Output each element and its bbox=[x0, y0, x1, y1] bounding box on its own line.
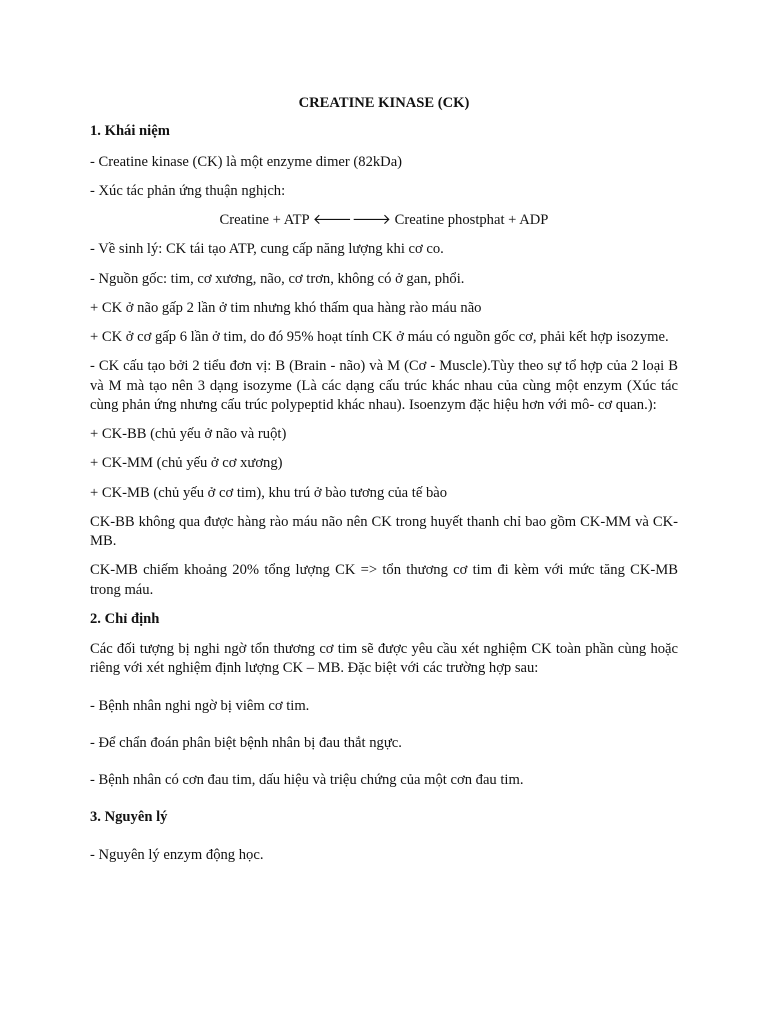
section-1-paragraph: - CK cấu tạo bởi 2 tiểu đơn vị: B (Brain - não) và M (Cơ - Muscle).Tùy theo sự tổ hợp của 2 loại B và M mà tạo nên 3 dạng isozyme (Là các dạng cấu trúc khác nhau của cùng một enzym (Xúc tác cùng phản ứng nhưng cấu trúc polypeptid khác nhau). Isoenzym đặc hiệu hơn với mô- cơ quan.): bbox=[90, 358, 678, 413]
section-3-paragraph: - Nguyên lý enzym động học. bbox=[90, 846, 264, 863]
section-3-heading: 3. Nguyên lý bbox=[90, 809, 168, 826]
section-1-heading: 1. Khái niệm bbox=[90, 123, 170, 140]
section-1-paragraph: CK-MB chiếm khoảng 20% tổng lượng CK => tổn thương cơ tim đi kèm với mức tăng CK-MB trong máu. bbox=[90, 562, 678, 598]
section-1-paragraph: - Về sinh lý: CK tái tạo ATP, cung cấp năng lượng khi cơ co. bbox=[90, 241, 444, 258]
section-1-paragraph: - Xúc tác phản ứng thuận nghịch: bbox=[90, 182, 286, 199]
reaction-equation: Creatine + ATP 🡐🡒 Creatine phostphat + ADP bbox=[219, 212, 549, 228]
section-2-heading: 2. Chỉ định bbox=[90, 610, 160, 627]
document-title: CREATINE KINASE (CK) bbox=[298, 95, 470, 111]
indication-item: - Để chẩn đoán phân biệt bệnh nhân bị đau thắt ngực. bbox=[90, 734, 402, 751]
section-1-paragraph: CK-BB không qua được hàng rào máu não nên CK trong huyết thanh chỉ bao gồm CK-MM và CK-MB. bbox=[90, 513, 678, 549]
indication-item: - Bệnh nhân nghi ngờ bị viêm cơ tim. bbox=[90, 697, 310, 714]
indication-item: - Bệnh nhân có cơn đau tim, dấu hiệu và triệu chứng của một cơn đau tim. bbox=[90, 772, 524, 788]
isozyme-item: + CK-MB (chủ yếu ở cơ tim), khu trú ở bào tương của tế bào bbox=[90, 484, 448, 501]
section-1-paragraph: + CK ở cơ gấp 6 lần ở tim, do đó 95% hoạt tính CK ở máu có nguồn gốc cơ, phải kết hợp isozyme. bbox=[90, 329, 669, 345]
section-2-paragraph: Các đối tượng bị nghi ngờ tổn thương cơ tim sẽ được yêu cầu xét nghiệm CK toàn phần cùng hoặc riêng với xét nghiệm định lượng CK – MB. Đặc biệt với các trường hợp sau: bbox=[90, 641, 678, 677]
isozyme-item: + CK-BB (chủ yếu ở não và ruột) bbox=[90, 426, 287, 442]
section-1-paragraph: - Nguồn gốc: tim, cơ xương, não, cơ trơn, không có ở gan, phổi. bbox=[90, 270, 465, 287]
section-1-paragraph: + CK ở não gấp 2 lần ở tim nhưng khó thấm qua hàng rào máu não bbox=[90, 299, 482, 316]
section-1-paragraph: - Creatine kinase (CK) là một enzyme dimer (82kDa) bbox=[90, 153, 403, 170]
isozyme-item: + CK-MM (chủ yếu ở cơ xương) bbox=[90, 455, 283, 472]
